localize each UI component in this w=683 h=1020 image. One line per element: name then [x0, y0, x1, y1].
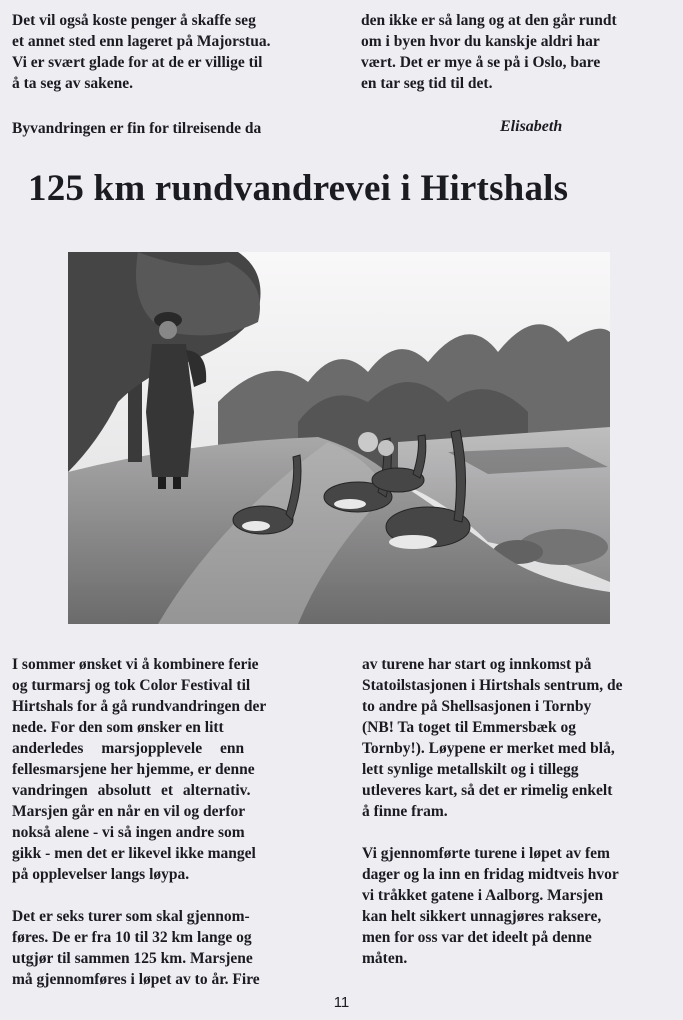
- text-line: anderledes marsjopplevele enn: [12, 740, 245, 757]
- text-line: om i byen hvor du kanskje aldri har: [361, 33, 600, 50]
- top-left-paragraph-2: [12, 118, 325, 139]
- text-line: en tar seg tid til det.: [361, 75, 493, 92]
- text-line: føres. De er fra 10 til 32 km lange og: [12, 929, 252, 946]
- text-line: dager og la inn en fridag midtveis hvor: [362, 866, 619, 883]
- text-line: et annet sted enn lageret på Majorstua.: [12, 33, 271, 50]
- article-right-paragraph-1: [362, 654, 672, 822]
- text-line: Vi gjennomførte turene i løpet av fem: [362, 845, 610, 862]
- top-right-paragraph: [361, 10, 672, 94]
- page-number: 11: [333, 994, 350, 1011]
- text-line: gikk - men det er likevel ikke mangel: [12, 845, 256, 862]
- text-line: nede. For den som ønsker en litt: [12, 719, 224, 736]
- photo-geese-by-lake: [68, 252, 610, 624]
- text-line: vi tråkket gatene i Aalborg. Marsjen: [362, 887, 604, 904]
- text-line: utleveres kart, så det er rimelig enkelt: [362, 782, 613, 799]
- text-line: men for oss var det ideelt på denne: [362, 929, 592, 946]
- text-line: på opplevelser langs løypa.: [12, 866, 190, 883]
- text-line: Byvandringen er fin for tilreisende da: [12, 120, 262, 137]
- text-line: vært. Det er mye å se på i Oslo, bare: [361, 54, 601, 71]
- article-right-paragraph-2: [362, 843, 672, 969]
- text-line: Det er seks turer som skal gjennom-: [12, 908, 250, 925]
- text-line: å finne fram.: [362, 803, 448, 820]
- text-line: Tornby!). Løypene er merket med blå,: [362, 740, 615, 757]
- text-line: utgjør til sammen 125 km. Marsjene: [12, 950, 253, 967]
- text-line: må gjennomføres i løpet av to år. Fire: [12, 971, 260, 988]
- photo-illustration: [68, 252, 610, 624]
- text-line: den ikke er så lang og at den går rundt: [361, 12, 617, 29]
- top-left-paragraph: [12, 10, 325, 94]
- article-headline: 125 km rundvandrevei i Hirtshals: [28, 168, 569, 209]
- text-line: I sommer ønsket vi å kombinere ferie: [12, 656, 259, 673]
- text-line: Vi er svært glade for at de er villige til: [12, 54, 263, 71]
- text-line: Det vil også koste penger å skaffe seg: [12, 12, 256, 29]
- text-line: nokså alene - vi så ingen andre som: [12, 824, 245, 841]
- text-line: å ta seg av sakene.: [12, 75, 133, 92]
- author-signature: Elisabeth: [500, 118, 563, 135]
- text-line: to andre på Shellsasjonen i Tornby: [362, 698, 592, 715]
- text-line: måten.: [362, 950, 408, 967]
- text-line: Statoilstasjonen i Hirtshals sentrum, de: [362, 677, 623, 694]
- text-line: fellesmarsjene her hjemme, er denne: [12, 761, 255, 778]
- text-line: vandringen absolutt et alternativ.: [12, 782, 251, 799]
- text-line: Marsjen går en når en vil og derfor: [12, 803, 246, 820]
- text-line: (NB! Ta toget til Emmersbæk og: [362, 719, 576, 736]
- article-left-paragraph-1: [12, 654, 324, 885]
- text-line: og turmarsj og tok Color Festival til: [12, 677, 251, 694]
- text-line: lett synlige metallskilt og i tillegg: [362, 761, 579, 778]
- text-line: av turene har start og innkomst på: [362, 656, 592, 673]
- article-left-paragraph-2: [12, 906, 324, 990]
- text-line: kan helt sikkert unnagjøres raksere,: [362, 908, 602, 925]
- text-line: Hirtshals for å gå rundvandringen der: [12, 698, 267, 715]
